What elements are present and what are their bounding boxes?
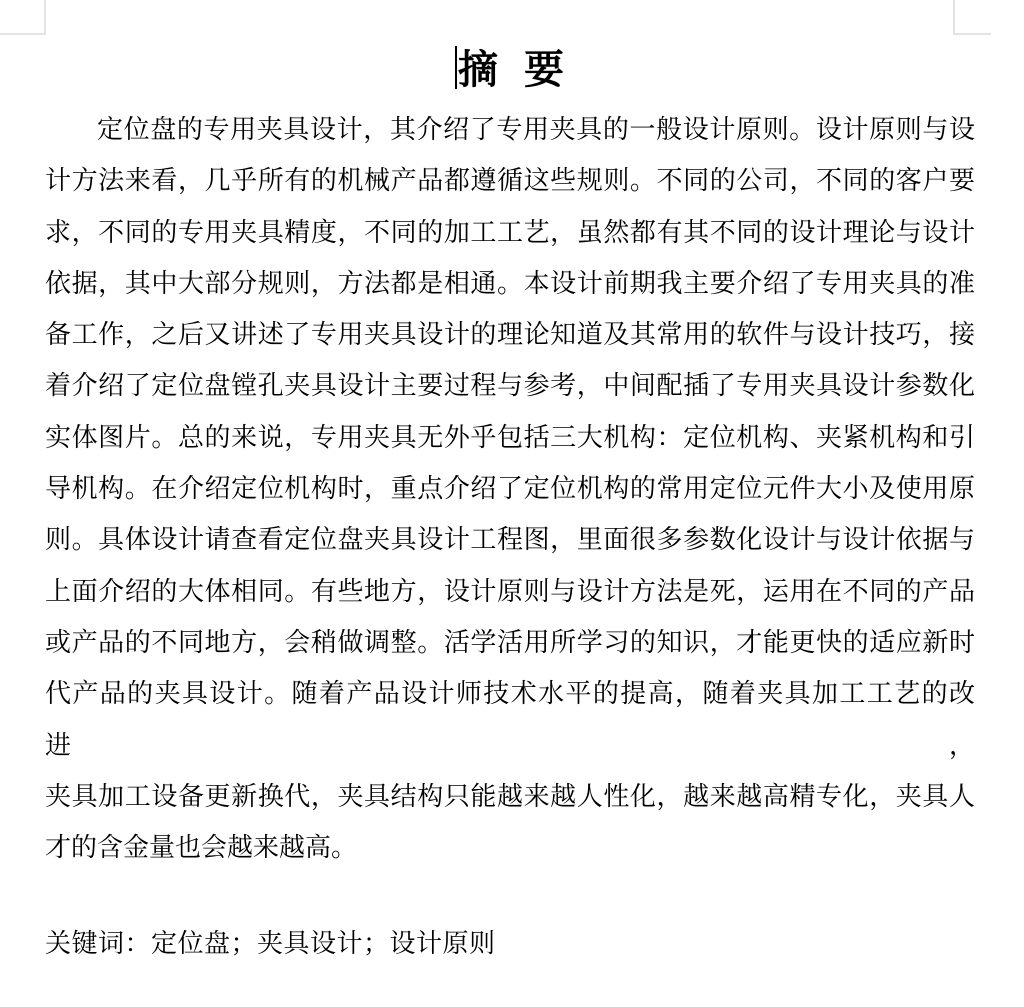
body-text-line[interactable]: 着介绍了定位盘镗孔夹具设计主要过程与参考，中间配插了专用夹具设计参数化 [45, 371, 975, 401]
body-text-line[interactable]: 才的含金量也会越来越高。 [45, 833, 358, 863]
body-text-line[interactable]: 上面介绍的大体相同。有些地方，设计原则与设计方法是死，运用在不同的产品 [45, 576, 975, 606]
body-text-line[interactable]: 备工作，之后又讲述了专用夹具设计的理论知道及其常用的软件与设计技巧，接 [45, 320, 975, 350]
body-text-line[interactable]: 定位盘的专用夹具设计，其介绍了专用夹具的一般设计原则。设计原则与设 [97, 115, 975, 144]
body-text-line[interactable]: 计方法来看，几乎所有的机械产品都遵循这些规则。不同的公司，不同的客户要 [45, 166, 975, 196]
body-text-line[interactable]: 依据，其中大部分规则，方法都是相通。本设计前期我主要介绍了专用夹具的准 [45, 268, 975, 298]
abstract-title-row[interactable] [45, 0, 975, 98]
body-text-line[interactable]: 实体图片。总的来说，专用夹具无外乎包括三大机构：定位机构、夹紧机构和引 [45, 422, 975, 452]
body-text-line[interactable]: 求，不同的专用夹具精度，不同的加工工艺，虽然都有其不同的设计理论与设计 [45, 217, 975, 247]
body-text-line[interactable]: 导机构。在介绍定位机构时，重点介绍了定位机构的常用定位元件大小及使用原 [45, 474, 975, 504]
text-cursor-caret [455, 46, 457, 89]
abstract-paragraph[interactable] [45, 104, 975, 873]
body-text-line[interactable]: 或产品的不同地方，会稍做调整。活学活用所学习的知识，才能更快的适应新时 [45, 627, 975, 657]
body-text-line[interactable]: 夹具加工设备更新换代，夹具结构只能越来越人性化，越来越高精专化，夹具人 [45, 781, 975, 811]
body-text-line[interactable]: 代产品的夹具设计。随着产品设计师技术水平的提高，随着夹具加工工艺的改进， [45, 679, 975, 760]
margin-corner-mark-left [0, 0, 46, 35]
keywords-line[interactable]: 关键词：定位盘；夹具设计；设计原则 [45, 929, 496, 959]
abstract-title[interactable]: 摘 要 [458, 47, 565, 92]
body-text-line[interactable]: 则。具体设计请查看定位盘夹具设计工程图，里面很多参数化设计与设计依据与 [45, 525, 975, 555]
document-text-area[interactable] [45, 0, 975, 970]
